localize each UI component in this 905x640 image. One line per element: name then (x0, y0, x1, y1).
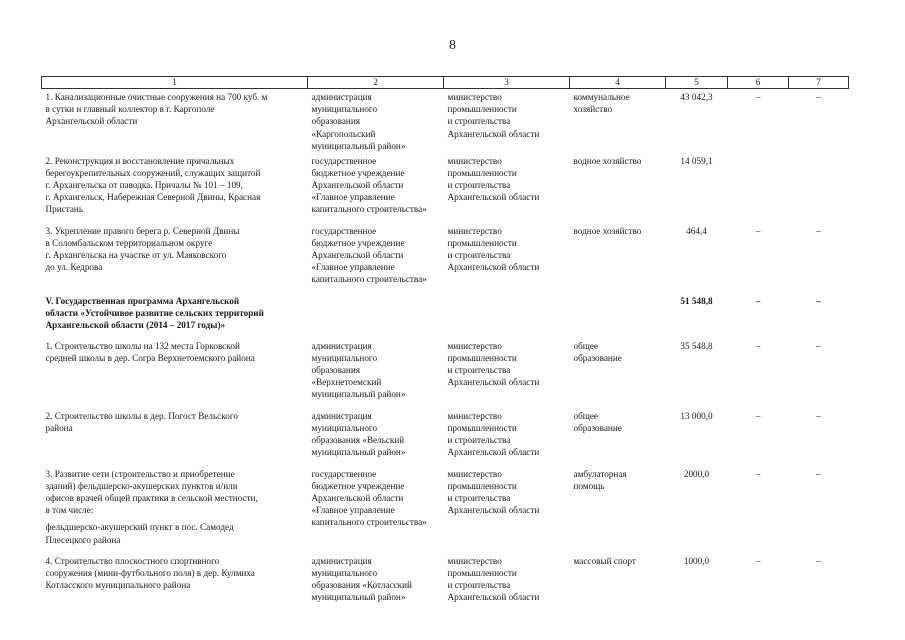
col6-cell: – (755, 410, 761, 421)
amount-cell: 464,4 (686, 225, 707, 236)
amount-cell: 14 059,1 (680, 155, 713, 166)
customer-cell: государственное бюджетное учреждение Архангельской области «Главное управление капитального строительства» (311, 468, 427, 528)
sector-cell: амбулаторная помощь (573, 468, 627, 491)
col7-cell: – (816, 340, 821, 351)
col6-cell: – (755, 92, 761, 102)
sector-cell: общее образование (573, 340, 622, 363)
amount-cell: 2000,0 (683, 468, 710, 479)
col6-cell: – (755, 340, 761, 351)
ministry-cell: министерство промышленности и строительства Архангельской области (447, 468, 540, 516)
col6-cell: – (755, 468, 761, 479)
project-subitem-text: фельдшерско-акушерский пункт в пос. Самодед Плесецкого района (45, 522, 234, 545)
table-row (42, 89, 849, 153)
col6-cell: – (755, 225, 761, 236)
project-name-cell: 4. Строительство плоскостного спортивного сооружения (мини-футбольного поля) в дер. Кулмиха Котласского муниципального района (45, 555, 255, 590)
customer-cell: администрация муниципального образования «Котласский муниципальный район» (311, 555, 412, 603)
ministry-cell: министерство промышленности и строительства Архангельской области (447, 92, 540, 139)
col7-cell: – (816, 468, 821, 479)
col6-cell: – (755, 295, 761, 306)
project-name-cell: 1. Канализационные очистные сооружения на 700 куб. м в сутки и главный коллектор в г. Каргополе Архангельской области (45, 92, 268, 127)
ministry-cell: министерство промышленности и строительства Архангельской области (447, 410, 540, 458)
customer-cell: государственное бюджетное учреждение Архангельской области «Главное управление капитального строительства» (311, 155, 427, 215)
section-title-cell: V. Государственная программа Архангельской области «Устойчивое развитие сельских территорий Архангельской области (2014 – 2017 годы)» (45, 295, 264, 330)
sector-cell: водное хозяйство (573, 155, 642, 166)
page-number: 8 (449, 38, 456, 53)
amount-cell: 1000,0 (683, 555, 710, 566)
project-name-cell: 2. Строительство школы в дер. Погост Вельского района (45, 410, 238, 433)
table-row (42, 408, 849, 466)
column-header: 1 (42, 77, 308, 89)
col7-cell: – (816, 410, 821, 421)
funding-table (41, 76, 849, 605)
customer-cell: администрация муниципального образования «Верхнетоемский муниципальный район» (311, 340, 406, 400)
ministry-cell: министерство промышленности и строительства Архангельской области (447, 225, 540, 273)
table-row (42, 338, 849, 408)
ministry-cell (444, 293, 570, 338)
sector-cell: общее образование (573, 410, 622, 433)
col7-cell: – (816, 225, 821, 236)
col7-cell: – (816, 295, 821, 306)
customer-cell: государственное бюджетное учреждение Архангельской области «Главное управление капитального строительства» (311, 225, 427, 285)
col6-cell (728, 153, 789, 223)
ministry-cell: министерство промышленности и строительства Архангельской области (447, 555, 540, 603)
customer-cell (308, 293, 444, 338)
column-header: 2 (308, 77, 444, 89)
table-row (42, 553, 849, 605)
col7-cell: – (816, 555, 821, 566)
sector-cell: водное хозяйство (573, 225, 642, 236)
project-name-cell: 3. Укрепление правого берега р. Северной Двины в Соломбальском территориальном округе г. Архангельска на участке от ул. Маяковского до ул. Кедрова (45, 225, 240, 273)
sector-cell (570, 293, 666, 338)
sector-cell: массовый спорт (573, 555, 636, 566)
section-total-cell: 51 548,8 (680, 295, 713, 306)
col7-cell: – (816, 92, 821, 102)
amount-cell: 13 000,0 (680, 410, 713, 421)
ministry-cell: министерство промышленности и строительства Архангельской области (447, 340, 540, 388)
customer-cell: администрация муниципального образования «Вельский муниципальный район» (311, 410, 406, 458)
col6-cell: – (755, 555, 761, 566)
table-row (42, 223, 849, 293)
customer-cell: администрация муниципального образования «Каргопольский муниципальный район» (311, 92, 406, 151)
table-row (42, 153, 849, 223)
project-name-text: 3. Развитие сети (строительство и приобретение зданий) фельдшерско-акушерских пунктов и/или офисов врачей общей практики в сельской местности, в том числе: (45, 468, 258, 516)
column-header: 3 (444, 77, 570, 89)
column-header: 4 (570, 77, 666, 89)
section-row (42, 293, 849, 338)
project-name-cell: 2. Реконструкция и восстановление причальных берегоукрепительных сооружений, служащих защитой г. Архангельска от паводка. Причалы № 101 – 109, г. Архангельск, Набережная Северной Двины, Красная Пристань (45, 155, 261, 215)
sector-cell: коммунальное хозяйство (573, 92, 630, 115)
table-header-row (42, 77, 849, 89)
column-header: 6 (728, 77, 789, 89)
amount-cell: 43 042,3 (680, 92, 713, 102)
column-header: 5 (666, 77, 728, 89)
ministry-cell: министерство промышленности и строительства Архангельской области (447, 155, 540, 203)
column-header: 7 (789, 77, 849, 89)
project-name-cell: 1. Строительство школы на 132 места Горковской средней школы в дер. Согра Верхнетоемского района (45, 340, 255, 363)
col7-cell (789, 153, 849, 223)
amount-cell: 35 548,8 (680, 340, 713, 351)
table-row (42, 466, 849, 553)
project-name-cell (42, 466, 308, 553)
